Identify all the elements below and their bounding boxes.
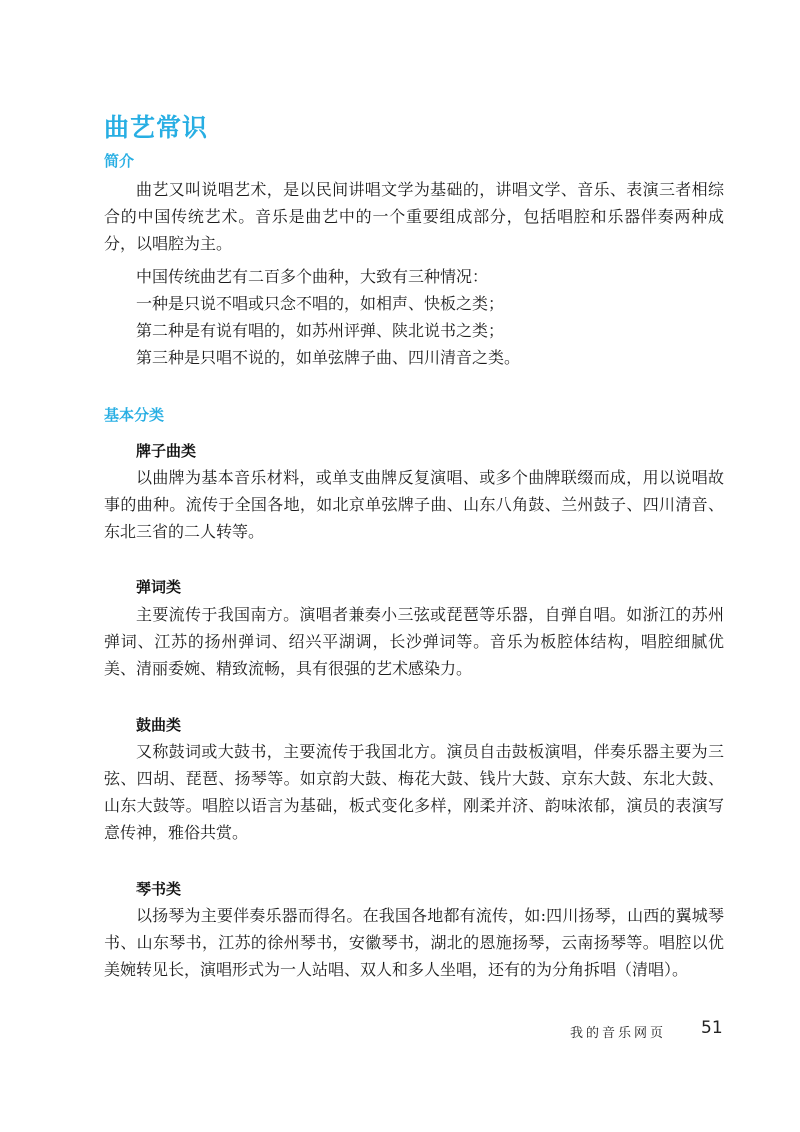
category-heading-guqu: 鼓曲类: [136, 716, 182, 734]
category-text-qinshu: [104, 902, 724, 983]
intro-line: 中国传统曲艺有二百多个曲种，大致有三种情况：: [136, 267, 489, 286]
category-text: 以扬琴为主要伴奏乐器而得名。在我国各地都有流传，如:四川扬琴，山西的翼城琴书、山东琴书，江苏的徐州琴书，安徽琴书，湖北的恩施扬琴，云南扬琴等。唱腔以优美婉转见长，演唱形式为一人站唱、双人和多人坐唱，还有的为分角拆唱（清唱）。: [104, 906, 724, 979]
classification-heading: 基本分类: [104, 406, 165, 424]
category-text: 以曲牌为基本音乐材料，或单支曲牌反复演唱、或多个曲牌联缀而成，用以说唱故事的曲种。流传于全国各地，如北京单弦牌子曲、山东八角鼓、兰州鼓子、四川清音、东北三省的二人转等。: [104, 468, 724, 541]
intro-heading: 简介: [104, 152, 135, 170]
category-heading-paizi: 牌子曲类: [136, 442, 197, 460]
page-number: 51: [701, 1018, 723, 1038]
category-heading-tanci: 弹词类: [136, 578, 182, 596]
intro-paragraph: [104, 176, 724, 257]
category-text-paizi: [104, 464, 724, 545]
category-text: 又称鼓词或大鼓书，主要流传于我国北方。演员自击鼓板演唱，伴奏乐器主要为三弦、四胡、琵琶、扬琴等。如京韵大鼓、梅花大鼓、钱片大鼓、京东大鼓、东北大鼓、山东大鼓等。唱腔以语言为基础，板式变化多样，刚柔并济、韵味浓郁，演员的表演写意传神，雅俗共赏。: [104, 742, 724, 842]
intro-line: 第二种是有说有唱的，如苏州评弹、陕北说书之类；: [136, 321, 505, 340]
intro-line: 第三种是只唱不说的，如单弦牌子曲、四川清音之类。: [136, 348, 521, 367]
category-text-tanci: [104, 601, 724, 682]
footer-label: 我的音乐网页: [570, 1026, 667, 1041]
intro-line: 一种是只说不唱或只念不唱的，如相声、快板之类；: [136, 294, 505, 313]
category-text: 主要流传于我国南方。演唱者兼奏小三弦或琵琶等乐器，自弹自唱。如浙江的苏州弹词、江苏的扬州弹词、绍兴平湖调，长沙弹词等。音乐为板腔体结构，唱腔细腻优美、清丽委婉、精致流畅，具有很强的艺术感染力。: [104, 605, 724, 678]
intro-paragraph-text: 曲艺又叫说唱艺术，是以民间讲唱文学为基础的，讲唱文学、音乐、表演三者相综合的中国传统艺术。音乐是曲艺中的一个重要组成部分，包括唱腔和乐器伴奏两种成分，以唱腔为主。: [104, 180, 724, 253]
page-title: 曲艺常识: [104, 113, 209, 142]
category-heading-qinshu: 琴书类: [136, 880, 182, 898]
category-text-guqu: [104, 738, 724, 846]
